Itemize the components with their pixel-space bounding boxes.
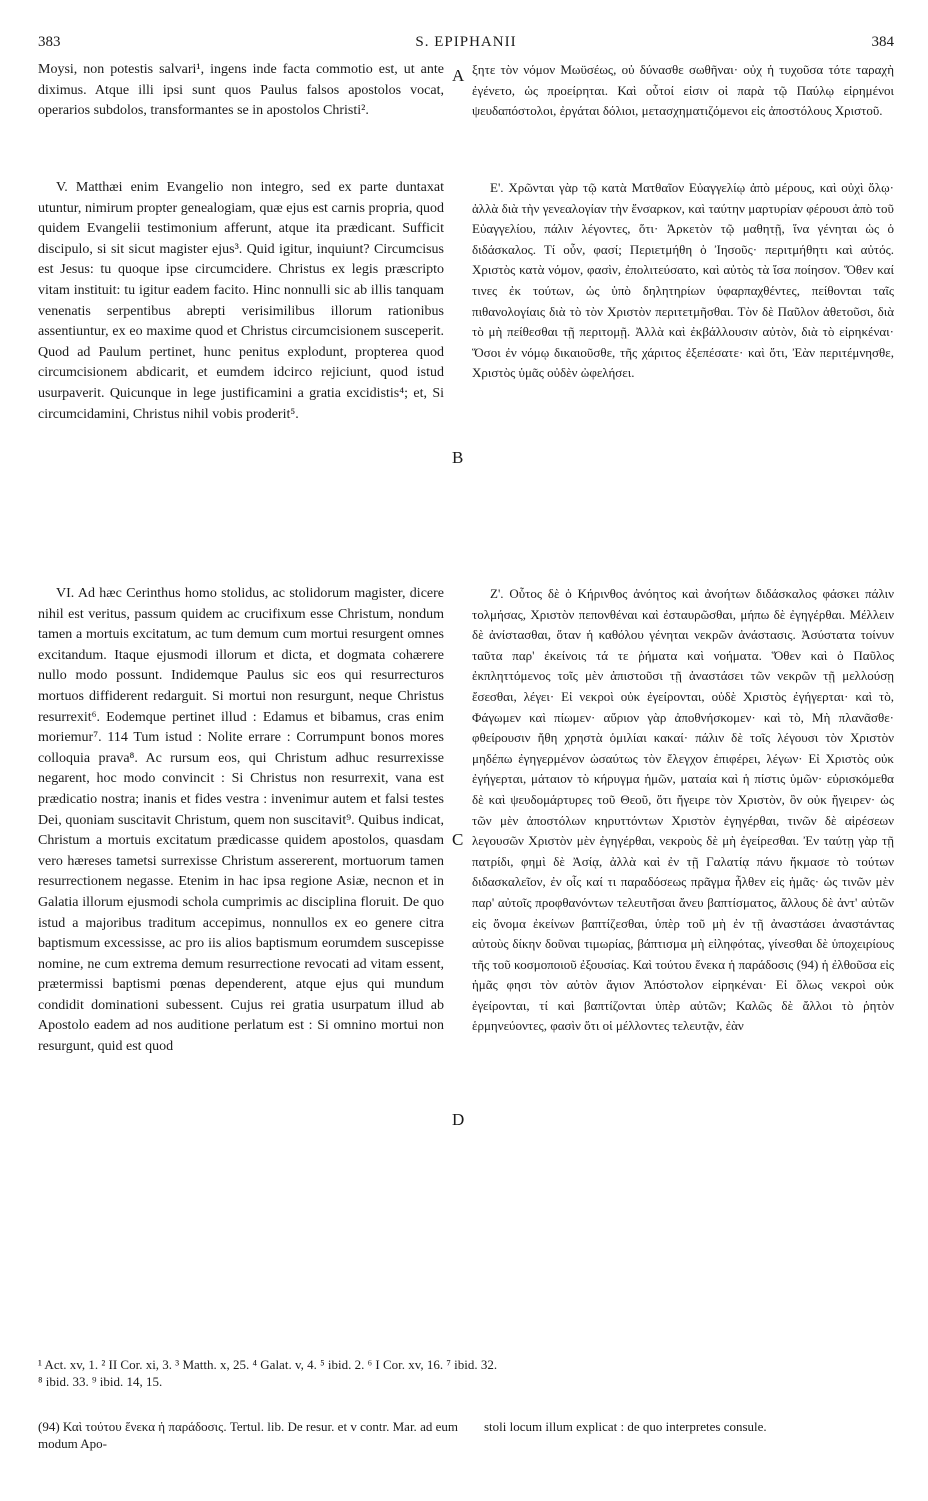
footnote-line: ⁸ ibid. 33. ⁹ ibid. 14, 15. (38, 1374, 163, 1389)
margin-letter-a: A (452, 66, 465, 85)
greek-paragraph: Ε'. Χρῶνται γὰρ τῷ κατὰ Ματθαῖον Εὐαγγελίῳ ἀπὸ μέρους, καὶ οὐχὶ ὅλῳ· ἀλλὰ διὰ τὴν γενεαλογίαν τὴν ἔνσαρκον, καὶ ταύτην μαρτυρίαν φέρουσι ἀπὸ τοῦ Εὐαγγελίου, πάλιν λέγοντες, ὅτι· Ἀρκετὸν τῷ μαθητῇ, ἵνα γένηται ὡς ὁ διδάσκαλος. Τί οὖν, φασί; Περιετμήθη ὁ Ἰησοῦς· περιτμήθητι καὶ αὐτός. Χριστὸς κατὰ νόμον, φασὶν, ἐπολιτεύσατο, καὶ αὐτὸς τὰ ἴσα ποίησον. Ὅθεν καί τινες ἐκ τούτων, ὡς ὑπὸ δηλητηρίων ὑφαρπαχθέντες, πείθονται ταῖς πιθανολογίαις διὰ τὸ τὸν Χριστὸν περιτετμῆσθαι. Τὸν δὲ Παῦλον ἀθετοῦσι, διὰ τὸ μὴ πείθεσθαι τῇ περιτομῇ. Ἀλλὰ καὶ ἐκβάλλουσιν αὐτὸν, διὰ τὸ εἰρηκέναι· Ὅσοι ἐν νόμῳ δικαιοῦσθε, τῆς χάριτος ἐξεπέσατε· καὶ ὅτι, Ἐὰν περιτέμνησθε, Χριστὸς ὑμᾶς οὐδὲν ὠφελήσει. (472, 180, 894, 381)
latin-block-3 (38, 584, 444, 1058)
greek-block-2 (472, 178, 894, 384)
footnote-line: ¹ Act. xv, 1. ² II Cor. xi, 3. ³ Matth. x, 25. ⁴ Galat. v, 4. ⁵ ibid. 2. ⁶ I Cor. xv, 16. ⁷ ibid. 32. (38, 1357, 498, 1372)
greek-block-1 (472, 60, 894, 122)
page-number-left: 383 (38, 34, 61, 50)
footnotes (38, 1356, 894, 1390)
margin-letter-c: C (452, 830, 464, 849)
latin-paragraph: Moysi, non potestis salvari¹, ingens inde facta commotio est, ut ante diximus. Atque illi ipsi sunt quos Paulus falsos apostolos vocat, operarios subdolos, transformantes se in apostolos Christi². (38, 62, 444, 119)
latin-paragraph: V. Matthæi enim Evangelio non integro, sed ex parte duntaxat utuntur, nimirum propter genealogiam, quæ ejus est carnis propria, quod quidem Evangelii testimonium afferunt, atque ita prædicant. Sufficit discipulo, si sit sicut magister ejus³. Quid igitur, inquiunt? Circumcisus est Jesus: tu quoque ipse circumcidere. Christus ex legis præscripto vitam instituit: tu igitur eadem facito. Hinc nonnulli sic ab illis tanquam venenatis serpentibus abrepti verisimilibus illorum rationibus assentiuntur, ex eo maxime quod et Christus circumcisionem susceperit. Quod ad Paulum pertinet, hunc penitus explodunt, propterea quod circumcisionem abdicarit, et eumdem idcirco rejiciunt, quod istud usurpaverit. Quicunque in lege justificamini a gratia excidistis⁴; et, Si circumcidamini, Christus nihil vobis proderit⁵. (38, 180, 444, 422)
editorial-note-left: (94) Καὶ τούτου ἕνεκα ἡ παράδοσις. Tertul. lib. De resur. et v contr. Mar. ad eum modum Apo- (38, 1419, 458, 1451)
running-header (38, 34, 894, 58)
margin-letter-d: D (452, 1110, 465, 1129)
greek-block-3 (472, 584, 894, 1037)
page-number-right: 384 (871, 34, 894, 50)
editorial-note-right: stoli locum illum explicat : de quo interpretes consule. (484, 1419, 767, 1434)
greek-paragraph: Ζ'. Οὗτος δὲ ὁ Κήρινθος ἀνόητος καὶ ἀνοήτων διδάσκαλος φάσκει πάλιν τολμήσας, Χριστὸν πεπονθέναι καὶ ἐσταυρῶσθαι, μήπω δὲ ἐγηγέρθαι. Μέλλειν δὲ ἀνίστασθαι, ὅταν ἡ καθόλου γένηται νεκρῶν ἀνάστασις. Ἀσύστατα τοίνυν ταῦτα παρ' ἐκείνοις τά τε ῥήματα καὶ νοήματα. Ὅθεν καὶ ὁ Παῦλος ἐκπληττόμενος τοῖς μὲν ἀπιστοῦσι τῇ ἀναστάσει τῶν νεκρῶν τῇ μελλούσῃ ἔσεσθαι, λέγει· Εἰ νεκροὶ οὐκ ἐγείρονται, οὐδὲ Χριστὸς ἐγήγερται· καὶ τὸ, Φάγωμεν καὶ πίωμεν· αὔριον γὰρ ἀποθνήσκομεν· καὶ τὸ, Μὴ πλανᾶσθε· φθείρουσιν ἤθη χρηστὰ ὁμιλίαι κακαί· πάλιν δὲ τοῖς λέγουσι τὸν Χριστὸν μηδέπω ἐγηγερμένον ὡσαύτως τὸν ἔλεγχον ἐπιφέρει, λέγων· Εἰ Χριστὸς οὐκ ἐγήγερται, μάταιον τὸ κήρυγμα ἡμῶν, ματαία καὶ ἡ πίστις ὑμῶν· εὑρισκόμεθα δὲ καὶ ψευδομάρτυρες τοῦ Θεοῦ, ὅτι ἤγειρε τὸν Χριστὸν, ὃν οὐκ ἤγειρεν· ὡς τῶν μὲν ἀποστόλων κηρυττόντων Χριστὸν ἐγηγέρθαι, τινῶν δὲ αἱρέσεων λεγουσῶν Χριστὸν μὲν ἐγηγέρθαι, νεκροὺς δὲ μὴ ἐγείρεσθαι. Ἐν ταύτῃ γὰρ τῇ πατρίδι, φημὶ δὲ Ἀσίᾳ, ἀλλὰ καὶ ἐν τῇ Γαλατίᾳ πάνυ ἤκμασε τὸ τούτων διδασκαλεῖον, ἐν οἷς καί τι παραδόσεως πρᾶγμα ἦλθεν εἰς ἡμᾶς· ὡς τινῶν μὲν παρ' αὐτοῖς προφθανόντων τελευτῆσαι ἄνευ βαπτίσματος, ἄλλους δὲ ἀντ' αὐτῶν εἰς ὄνομα ἐκείνων βαπτίζεσθαι, ὑπὲρ τοῦ μὴ ἐν τῇ ἀναστάσει ἀναστάντας αὐτοὺς δίκην δοῦναι τιμωρίας, βάπτισμα μὴ εἰληφότας, γίνεσθαι δὲ ὑποχειρίους τῆς τοῦ κοσμοποιοῦ ἐξουσίας. Καὶ τούτου ἕνεκα ἡ παράδοσις (94) ἡ ἐλθοῦσα εἰς ἡμᾶς φησι τὸν αὐτὸν ἅγιον Ἀπόστολον εἰρηκέναι· Εἰ ὅλως νεκροὶ οὐκ ἐγείρονται, τί καὶ βαπτίζονται ὑπὲρ αὐτῶν; Καλῶς δὲ ἄλλοι τὸ ῥητὸν ἑρμηνεύοντες, φασὶν ὅτι οἱ μέλλοντες τελευτᾷν, ἐὰν (472, 586, 894, 1034)
latin-block-2 (38, 178, 444, 425)
greek-paragraph: ξητε τὸν νόμον Μωϋσέως, οὐ δύνασθε σωθῆναι· οὐχ ἡ τυχοῦσα τότε ταραχὴ ἐγένετο, ὡς προείρηται. Καὶ οὗτοί εἰσιν οἱ παρὰ τῷ Παύλῳ εἰρημένοι ψευδαπόστολοι, ἐργάται δόλιοι, μετασχηματιζόμενοι εἰς ἀποστόλους Χριστοῦ. (472, 62, 894, 119)
latin-block-1 (38, 60, 444, 122)
running-title: S. EPIPHANII (415, 34, 517, 50)
margin-letter-b: B (452, 448, 464, 467)
latin-paragraph: VI. Ad hæc Cerinthus homo stolidus, ac stolidorum magister, dicere nihil est veritus, passum quidem ac crucifixum esse Christum, nondum tamen a mortuis excitatum, ac tum demum cum mortui resurgent omnes excitandum. Itaque ejusmodi illorum et dicta, et dogmata cohærere nullo modo possunt. Indidemque Paulus sic eos qui resurrecturos mortuos diffiderent redarguit. Si mortui non resurgunt, neque Christus resurrexit⁶. Eodemque pertinet illud : Edamus et bibamus, cras enim moriemur⁷. 114 Tum istud : Nolite errare : Corrumpunt bonos mores colloquia prava⁸. Ac rursum eos, qui Christum adhuc resurrexisse negarent, hoc modo convincit : Si Christus non resurrexit, vana est prædicatio nostra; inanis et fides vestra : invenimur autem et falsi testes Dei, quoniam suscitavit Christum, quem non suscitavit⁹. Quibus indicat, Christum a mortuis excitatum prædicasse quidem apostolos, quasdam vero hæreses tametsi surrexisse Christum assererent, mortuorum tamen resurrectionem negasse. Etenim in hac ipsa regione Asiæ, necnon et in Galatia illorum ejusmodi schola cumprimis ac disciplina floruit. De quo istud a majoribus traditum accepimus, nonnullos ex eo genere citra baptismum excessisse, ac pro iis alios baptismum eorumdem suscepisse nomine, ne cum extrema demum resurrectione revocati ad vitam essent, prætermissi baptismi pœnas dependerent, atque ejus qui mundum condidit dominationi subessent. Cujus rei gratia usurpatum illud ab Apostolo eadem ad nos auditione perlatum est : Si omnino mortui non resurgunt, quid est quod (38, 586, 444, 1055)
